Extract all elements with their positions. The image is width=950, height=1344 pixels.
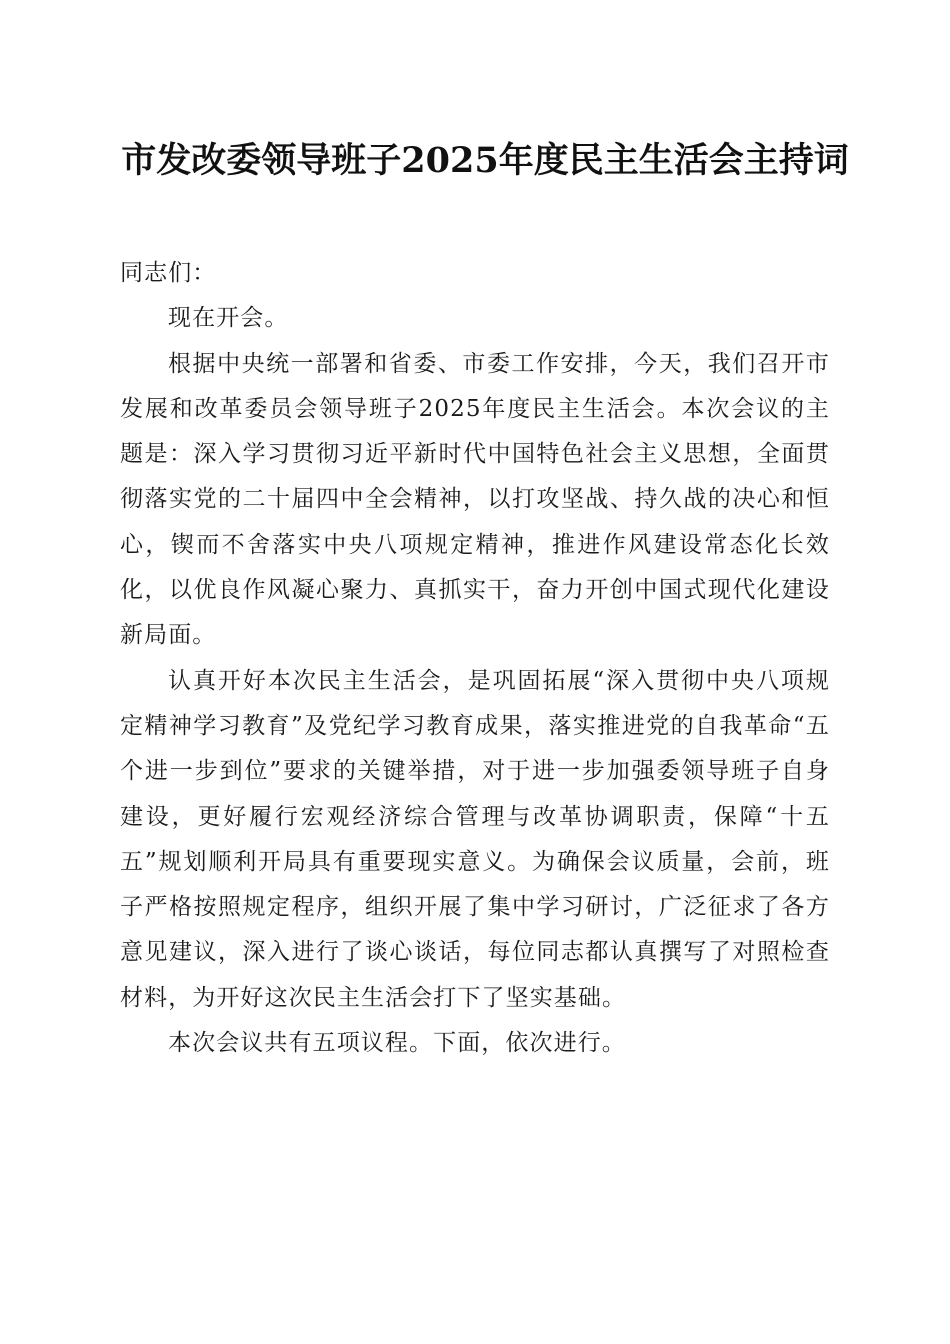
document-title: 市发改委领导班子2025年度民主生活会主持词	[121, 140, 849, 181]
paragraph-agenda: 本次会议共有五项议程。下面，依次进行。	[168, 1030, 626, 1057]
paragraph-significance: 认真开好本次民主生活会，是巩固拓展“深入贯彻中央八项规定精神学习教育”及党纪学习教育成果，落实推进党的自我革命“五个进一步到位”要求的关键举措，对于进一步加强委领导班子自身建设，更好履行宏观经济综合管理与改革协调职责，保障“十五五”规划顺利开局具有重要现实意义。为确保会议质量，会前，班子严格按照规定程序，组织开展了集中学习研讨，广泛征求了各方意见建议，深入进行了谈心谈话，每位同志都认真撰写了对照检查材料，为开好这次民主生活会打下了坚实基础。	[120, 667, 830, 1011]
document-body	[120, 251, 830, 1066]
paragraph-opening: 现在开会。	[168, 305, 289, 332]
salutation: 同志们：	[120, 260, 217, 286]
paragraph-background: 根据中央统一部署和省委、市委工作安排，今天，我们召开市发展和改革委员会领导班子2025年度民主生活会。本次会议的主题是：深入学习贯彻习近平新时代中国特色社会主义思想，全面贯彻落实党的二十届四中全会精神，以打攻坚战、持久战的决心和恒心，锲而不舍落实中央八项规定精神，推进作风建设常态化长效化，以优良作风凝心聚力、真抓实干，奋力开创中国式现代化建设新局面。	[120, 350, 830, 649]
